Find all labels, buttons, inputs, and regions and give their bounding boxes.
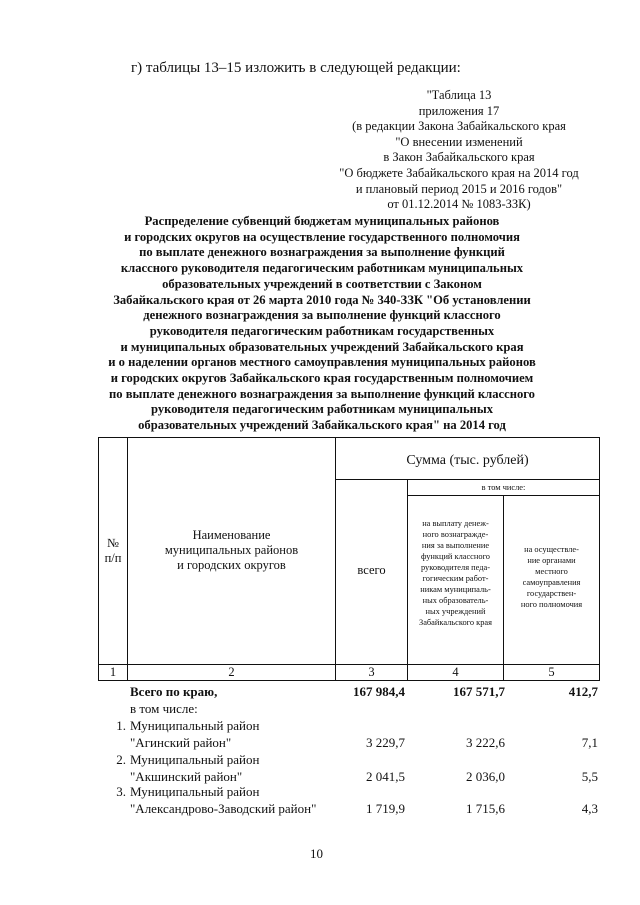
header-text: ных учреждений	[425, 607, 486, 616]
header-text: муниципальных районов	[164, 543, 299, 557]
header-text: никам муниципаль-	[420, 585, 491, 594]
title-line: и городских округов Забайкальского края государственным полномочием	[110, 371, 534, 386]
title-line: образовательных учреждений в соответствии с Законом	[162, 276, 482, 291]
column-number: 4	[452, 665, 459, 679]
title-line: Распределение субвенций бюджетам муниципальных районов	[144, 214, 500, 228]
note-line: от 01.12.2014 № 1083-ЗЗК)	[387, 197, 531, 212]
table-row	[110, 784, 600, 818]
title-line: классного руководителя педагогическим работникам муниципальных	[120, 261, 524, 276]
note-line: (в редакции Закона Забайкальского края	[352, 119, 566, 134]
row-value-payment: 1 715,6	[466, 801, 505, 816]
title-line: и городских округов на осуществление государственного полномочия	[124, 229, 520, 244]
header-text: ного полномочия	[520, 600, 583, 609]
header-text: руководителя педа-	[420, 563, 491, 572]
header-total: всего	[357, 563, 386, 577]
intro-text: г) таблицы 13–15 изложить в следующей редакции:	[131, 60, 461, 76]
total-value-authority: 412,7	[568, 684, 598, 699]
total-label: Всего по краю,	[130, 684, 218, 699]
row-value-authority: 5,5	[581, 769, 598, 784]
header-text: Забайкальского края	[419, 618, 492, 627]
column-number: 2	[228, 665, 235, 679]
header-text: №	[107, 536, 119, 550]
table-row	[110, 718, 600, 752]
row-number: 3.	[116, 784, 126, 799]
header-text: государствен-	[526, 589, 577, 598]
header-text: ния за выполнение	[421, 541, 490, 550]
note-line: "О бюджете Забайкальского края на 2014 год	[339, 165, 579, 180]
header-text: п/п	[104, 551, 122, 565]
title-line: руководителя педагогическим работникам муниципальных	[150, 402, 493, 417]
header-col-number	[99, 536, 127, 566]
header-text: самоуправления	[522, 578, 581, 587]
row-value-all: 3 229,7	[366, 735, 405, 750]
title-line: денежного вознаграждения за выполнение функций классного	[143, 308, 501, 323]
header-text: Наименование	[192, 528, 271, 542]
row-value-authority: 7,1	[581, 735, 598, 750]
table-right-border	[599, 437, 600, 681]
header-col4	[408, 518, 503, 628]
header-text: ние органами	[527, 556, 576, 565]
header-sum: Сумма (тыс. рублей)	[406, 453, 529, 468]
table-reference-note	[318, 88, 600, 213]
document-title	[92, 214, 552, 434]
header-text: функций классного	[421, 552, 490, 561]
row-name-line1: Муниципальный район	[130, 784, 260, 799]
row-name-line1: Муниципальный район	[130, 752, 260, 767]
header-including: в том числе:	[481, 483, 526, 492]
header-col5	[504, 544, 599, 610]
table-row-total	[110, 684, 600, 718]
note-line: и плановый период 2015 и 2016 годов"	[355, 181, 563, 196]
row-name-line1: Муниципальный район	[130, 718, 260, 733]
header-text: на выплату денеж-	[422, 519, 489, 528]
title-line: образовательных учреждений Забайкальского края" на 2014 год	[138, 418, 506, 433]
note-line: "Таблица 13	[426, 88, 492, 102]
sum-header-divider	[335, 479, 600, 480]
note-line: приложения 17	[418, 103, 500, 118]
header-text: гогическим работ-	[422, 574, 489, 583]
table-row	[110, 752, 600, 786]
row-value-all: 1 719,9	[366, 801, 405, 816]
note-line: "О внесении изменений	[395, 134, 523, 149]
title-line: руководителя педагогическим работникам государственных	[149, 323, 495, 338]
header-col-name	[128, 528, 335, 573]
row-value-authority: 4,3	[581, 801, 598, 816]
header-text: местного	[535, 567, 568, 576]
title-line: Забайкальского края от 26 марта 2010 года № 340-ЗЗК "Об установлении	[113, 292, 531, 307]
row-value-all: 2 041,5	[366, 769, 405, 784]
title-line: по выплате денежного вознаграждения за выполнение функций	[139, 245, 505, 260]
title-line: и о наделении органов местного самоуправления муниципальных районов	[108, 355, 536, 370]
total-sublabel: в том числе:	[130, 701, 198, 716]
colnum-bottom-border	[98, 680, 600, 681]
row-name-line2: "Александрово-Заводский район"	[130, 801, 317, 816]
header-text: и городских округов	[177, 558, 286, 572]
page-number: 10	[310, 846, 323, 861]
row-name-line2: "Агинский район"	[130, 735, 232, 750]
column-number: 5	[548, 665, 555, 679]
row-name-line2: "Акшинский район"	[130, 769, 243, 784]
title-line: и муниципальных образовательных учреждений Забайкальского края	[120, 339, 524, 354]
table-top-border	[98, 437, 600, 438]
row-number: 1.	[116, 718, 126, 733]
total-value-payment: 167 571,7	[453, 684, 505, 699]
column-number: 3	[368, 665, 375, 679]
row-value-payment: 2 036,0	[466, 769, 505, 784]
total-value-all: 167 984,4	[353, 684, 405, 699]
col-divider	[335, 437, 336, 681]
note-line: в Закон Забайкальского края	[383, 150, 535, 165]
row-number: 2.	[116, 752, 126, 767]
header-text: ных образователь-	[422, 596, 489, 605]
header-text: ного вознагражде-	[422, 530, 489, 539]
header-text: на осуществле-	[524, 545, 579, 554]
title-line: по выплате денежного вознаграждения за выполнение функций классного	[109, 386, 535, 401]
column-number: 1	[109, 665, 117, 679]
row-value-payment: 3 222,6	[466, 735, 505, 750]
